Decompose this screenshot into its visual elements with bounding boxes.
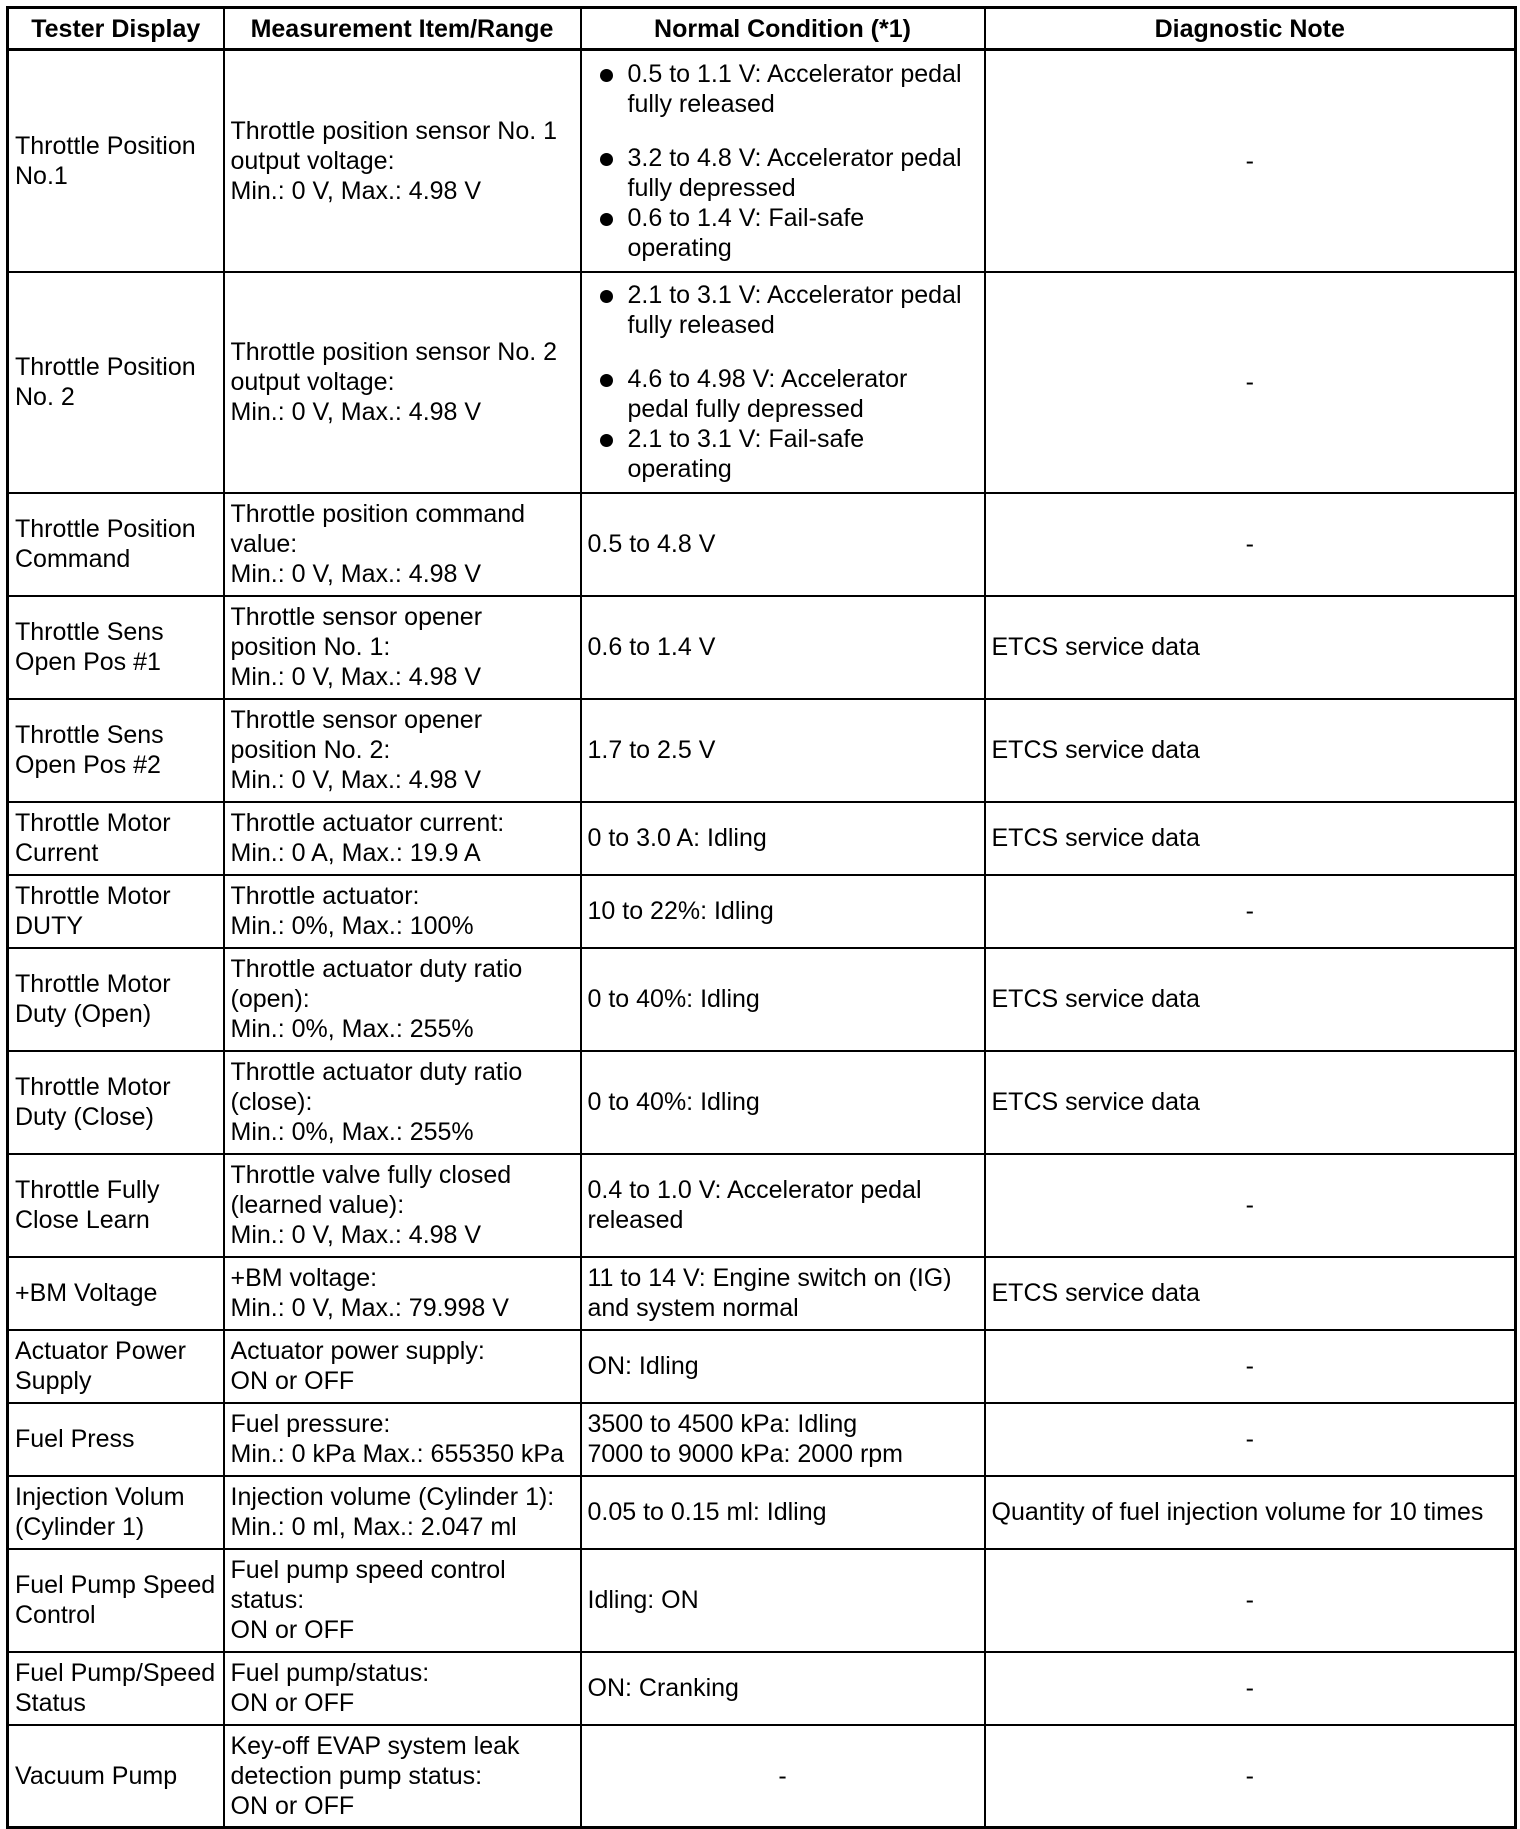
measurement-line: Min.: 0 V, Max.: 4.98 V [230, 398, 482, 426]
normal-condition-cell [581, 875, 985, 948]
table-row [8, 1330, 1516, 1403]
measurement-cell [224, 272, 581, 493]
condition-list [588, 59, 978, 263]
tester-display-line: Throttle Position [15, 353, 196, 381]
measurement-line: ON or OFF [230, 1689, 355, 1717]
condition-line: 0.6 to 1.4 V: Fail-safe [627, 203, 865, 232]
measurement-line: Min.: 0 V, Max.: 4.98 V [230, 766, 482, 794]
table-row [8, 1549, 1516, 1652]
normal-condition-cell [581, 596, 985, 699]
header-measurement-item: Measurement Item/Range [224, 8, 581, 50]
measurement-line: ON or OFF [230, 1791, 355, 1820]
condition-line: operating [627, 455, 732, 483]
diagnostic-note-cell: ETCS service data [985, 1051, 1516, 1154]
diagnostic-note-cell: - [985, 272, 1516, 493]
measurement-line: Min.: 0 V, Max.: 4.98 V [230, 1221, 482, 1249]
normal-condition-line: 0.6 to 1.4 V [587, 633, 716, 661]
measurement-line: Actuator power supply: [230, 1337, 485, 1365]
data-list-table [6, 6, 1517, 1829]
tester-display-line: Status [15, 1689, 86, 1717]
measurement-line: Min.: 0 kPa Max.: 655350 kPa [230, 1440, 565, 1468]
tester-display-cell [8, 948, 224, 1051]
measurement-cell [224, 1725, 581, 1828]
table-row [8, 875, 1516, 948]
tester-display-cell [8, 1652, 224, 1725]
tester-display-line: Throttle Motor [15, 1073, 171, 1101]
condition-line: fully depressed [627, 173, 796, 202]
table-row [8, 1257, 1516, 1330]
measurement-line: (learned value): [230, 1191, 405, 1219]
diagnostic-note-cell: - [985, 50, 1516, 272]
tester-display-line: Supply [15, 1367, 92, 1395]
tester-display-line: +BM Voltage [15, 1279, 158, 1307]
normal-condition-line: 11 to 14 V: Engine switch on (IG) [587, 1264, 952, 1292]
measurement-line: Fuel pump/status: [230, 1659, 430, 1687]
normal-condition-cell [581, 1549, 985, 1652]
tester-display-line: Throttle Sens [15, 618, 164, 646]
table-header-row [8, 8, 1516, 50]
tester-display-cell [8, 1051, 224, 1154]
measurement-line: Throttle actuator: [230, 882, 420, 910]
normal-condition-cell [581, 1725, 985, 1828]
measurement-line: Min.: 0 V, Max.: 79.998 V [230, 1294, 509, 1322]
tester-display-line: Actuator Power [15, 1337, 186, 1365]
tester-display-line: Command [15, 545, 131, 573]
measurement-cell [224, 1476, 581, 1549]
measurement-cell [224, 1403, 581, 1476]
table-row [8, 1476, 1516, 1549]
diagnostic-note-cell: - [985, 875, 1516, 948]
tester-display-line: Duty (Close) [15, 1103, 154, 1131]
tester-display-line: No.1 [15, 161, 68, 190]
measurement-line: Throttle sensor opener [230, 706, 483, 734]
measurement-line: Injection volume (Cylinder 1): [230, 1483, 555, 1511]
normal-condition-cell [581, 699, 985, 802]
normal-condition-cell [581, 272, 985, 493]
normal-condition-cell [581, 1652, 985, 1725]
measurement-line: position No. 1: [230, 633, 391, 661]
tester-display-line: Throttle Sens [15, 721, 164, 749]
condition-list [588, 280, 978, 484]
condition-line: 2.1 to 3.1 V: Fail-safe [627, 425, 865, 453]
header-tester-display: Tester Display [8, 8, 224, 50]
measurement-cell [224, 50, 581, 272]
measurement-cell [224, 1549, 581, 1652]
condition-line: 3.2 to 4.8 V: Accelerator pedal [627, 143, 962, 172]
tester-display-line: No. 2 [15, 383, 75, 411]
condition-line: fully released [627, 89, 775, 118]
table-row [8, 493, 1516, 596]
measurement-cell [224, 1257, 581, 1330]
diagnostic-note-cell: - [985, 493, 1516, 596]
normal-condition-cell [581, 1330, 985, 1403]
tester-display-line: Throttle Position [15, 515, 196, 543]
diagnostic-note-cell: ETCS service data [985, 596, 1516, 699]
measurement-cell [224, 1330, 581, 1403]
tester-display-line: Open Pos #1 [15, 648, 161, 676]
measurement-line: Fuel pump speed control [230, 1556, 506, 1584]
tester-display-cell [8, 1330, 224, 1403]
condition-line: 0.5 to 1.1 V: Accelerator pedal [627, 59, 962, 88]
measurement-line: Min.: 0 V, Max.: 4.98 V [230, 560, 482, 588]
condition-bullet-item [588, 203, 978, 263]
tester-display-line: Fuel Press [15, 1425, 135, 1453]
measurement-line: (open): [230, 985, 310, 1013]
measurement-line: +BM voltage: [230, 1264, 378, 1292]
measurement-line: Throttle actuator duty ratio [230, 955, 523, 983]
tester-display-cell [8, 493, 224, 596]
normal-condition-line: 10 to 22%: Idling [587, 897, 774, 925]
diagnostic-note-cell: - [985, 1549, 1516, 1652]
tester-display-line: Throttle Fully [15, 1176, 160, 1204]
measurement-cell [224, 699, 581, 802]
tester-display-line: Throttle Motor [15, 882, 171, 910]
tester-display-cell [8, 272, 224, 493]
normal-condition-cell [581, 1403, 985, 1476]
normal-condition-line: 0 to 3.0 A: Idling [587, 824, 767, 852]
table-row [8, 596, 1516, 699]
measurement-cell [224, 875, 581, 948]
tester-display-line: Throttle Motor [15, 970, 171, 998]
condition-line: fully released [627, 311, 775, 339]
tester-display-cell [8, 50, 224, 272]
normal-condition-cell [581, 50, 985, 272]
tester-display-cell [8, 1725, 224, 1828]
normal-condition-cell [581, 1257, 985, 1330]
condition-bullet-item [588, 364, 978, 424]
measurement-line: Throttle sensor opener [230, 603, 483, 631]
table-row [8, 1154, 1516, 1257]
measurement-line: Throttle position sensor No. 1 [230, 116, 558, 145]
measurement-cell [224, 1051, 581, 1154]
normal-condition-line: 0.4 to 1.0 V: Accelerator pedal [587, 1176, 922, 1204]
diagnostic-note-cell: ETCS service data [985, 1257, 1516, 1330]
normal-condition-cell [581, 1154, 985, 1257]
normal-condition-line: released [587, 1206, 684, 1234]
normal-condition-cell [581, 1476, 985, 1549]
normal-condition-cell [581, 1051, 985, 1154]
tester-display-line: Duty (Open) [15, 1000, 152, 1028]
measurement-line: Throttle actuator duty ratio [230, 1058, 523, 1086]
measurement-cell [224, 596, 581, 699]
normal-condition-line: 3500 to 4500 kPa: Idling [587, 1410, 858, 1438]
measurement-cell [224, 493, 581, 596]
tester-display-cell [8, 1257, 224, 1330]
header-normal-condition: Normal Condition (*1) [581, 8, 985, 50]
normal-condition-cell [581, 948, 985, 1051]
tester-display-line: Control [15, 1601, 96, 1629]
measurement-line: Min.: 0 A, Max.: 19.9 A [230, 839, 481, 867]
table-row [8, 1403, 1516, 1476]
normal-condition-line: ON: Cranking [587, 1674, 739, 1702]
tester-display-line: Throttle Position [15, 131, 196, 160]
normal-condition-line: and system normal [587, 1294, 799, 1322]
diagnostic-note-cell: ETCS service data [985, 802, 1516, 875]
tester-display-line: Open Pos #2 [15, 751, 161, 779]
tester-display-cell [8, 802, 224, 875]
measurement-cell [224, 1652, 581, 1725]
condition-line: pedal fully depressed [627, 395, 864, 423]
tester-display-line: Vacuum Pump [15, 1761, 178, 1790]
tester-display-line: Close Learn [15, 1206, 150, 1234]
measurement-cell [224, 802, 581, 875]
tester-display-line: Fuel Pump Speed [15, 1571, 216, 1599]
table-row [8, 699, 1516, 802]
normal-condition-line: 0.05 to 0.15 ml: Idling [587, 1498, 827, 1526]
measurement-line: Throttle valve fully closed [230, 1161, 512, 1189]
table-row [8, 50, 1516, 272]
table-row [8, 1652, 1516, 1725]
measurement-line: Min.: 0 V, Max.: 4.98 V [230, 663, 482, 691]
table-row [8, 272, 1516, 493]
measurement-line: Min.: 0 ml, Max.: 2.047 ml [230, 1513, 517, 1541]
tester-display-cell [8, 1154, 224, 1257]
tester-display-line: Throttle Motor [15, 809, 171, 837]
condition-bullet-item [588, 280, 978, 340]
condition-line: 2.1 to 3.1 V: Accelerator pedal [627, 281, 962, 309]
condition-line: 4.6 to 4.98 V: Accelerator [627, 365, 908, 393]
measurement-line: ON or OFF [230, 1367, 355, 1395]
measurement-line: Throttle position command [230, 500, 526, 528]
normal-condition-cell [581, 493, 985, 596]
diagnostic-note-cell: - [985, 1330, 1516, 1403]
diagnostic-note-cell: - [985, 1725, 1516, 1828]
tester-display-cell [8, 699, 224, 802]
condition-bullet-item [588, 424, 978, 484]
condition-bullet-item [588, 143, 978, 203]
header-diagnostic-note: Diagnostic Note [985, 8, 1516, 50]
measurement-line: output voltage: [230, 146, 395, 175]
measurement-cell [224, 948, 581, 1051]
normal-condition-line: 0.5 to 4.8 V [587, 530, 716, 558]
diagnostic-note-cell: ETCS service data [985, 948, 1516, 1051]
tester-display-cell [8, 596, 224, 699]
tester-display-cell [8, 875, 224, 948]
tester-display-line: (Cylinder 1) [15, 1513, 145, 1541]
normal-condition-line: 7000 to 9000 kPa: 2000 rpm [587, 1440, 904, 1468]
tester-display-cell [8, 1476, 224, 1549]
table-row [8, 1725, 1516, 1828]
measurement-line: value: [230, 530, 298, 558]
diagnostic-note-cell: ETCS service data [985, 699, 1516, 802]
tester-display-line: DUTY [15, 912, 84, 940]
measurement-cell [224, 1154, 581, 1257]
normal-condition-line: 0 to 40%: Idling [587, 985, 760, 1013]
tester-display-line: Injection Volum [15, 1483, 185, 1511]
diagnostic-note-cell: - [985, 1154, 1516, 1257]
normal-condition-line: 0 to 40%: Idling [587, 1088, 760, 1116]
diagnostic-note-cell: Quantity of fuel injection volume for 10 times [985, 1476, 1516, 1549]
measurement-line: ON or OFF [230, 1616, 355, 1644]
table-row [8, 948, 1516, 1051]
measurement-line: output voltage: [230, 368, 395, 396]
condition-line: operating [627, 233, 732, 262]
measurement-line: Min.: 0%, Max.: 100% [230, 912, 474, 940]
normal-condition-line: Idling: ON [587, 1586, 699, 1614]
measurement-line: status: [230, 1586, 305, 1614]
measurement-line: position No. 2: [230, 736, 391, 764]
diagnostic-note-cell: - [985, 1652, 1516, 1725]
normal-condition-line: ON: Idling [587, 1352, 699, 1380]
table-row [8, 1051, 1516, 1154]
tester-display-line: Fuel Pump/Speed [15, 1659, 216, 1687]
measurement-line: detection pump status: [230, 1761, 483, 1790]
tester-display-cell [8, 1549, 224, 1652]
tester-display-cell [8, 1403, 224, 1476]
diagnostic-note-cell: - [985, 1403, 1516, 1476]
measurement-line: Throttle actuator current: [230, 809, 505, 837]
measurement-line: (close): [230, 1088, 313, 1116]
normal-condition-cell [581, 802, 985, 875]
normal-condition-line: 1.7 to 2.5 V [587, 736, 716, 764]
condition-bullet-item [588, 59, 978, 119]
measurement-line: Throttle position sensor No. 2 [230, 338, 558, 366]
measurement-line: Key-off EVAP system leak [230, 1731, 520, 1760]
measurement-line: Min.: 0%, Max.: 255% [230, 1015, 474, 1043]
normal-condition-line: - [778, 1761, 787, 1790]
measurement-line: Min.: 0 V, Max.: 4.98 V [230, 176, 482, 205]
table-row [8, 802, 1516, 875]
tester-display-line: Current [15, 839, 99, 867]
measurement-line: Fuel pressure: [230, 1410, 391, 1438]
measurement-line: Min.: 0%, Max.: 255% [230, 1118, 474, 1146]
